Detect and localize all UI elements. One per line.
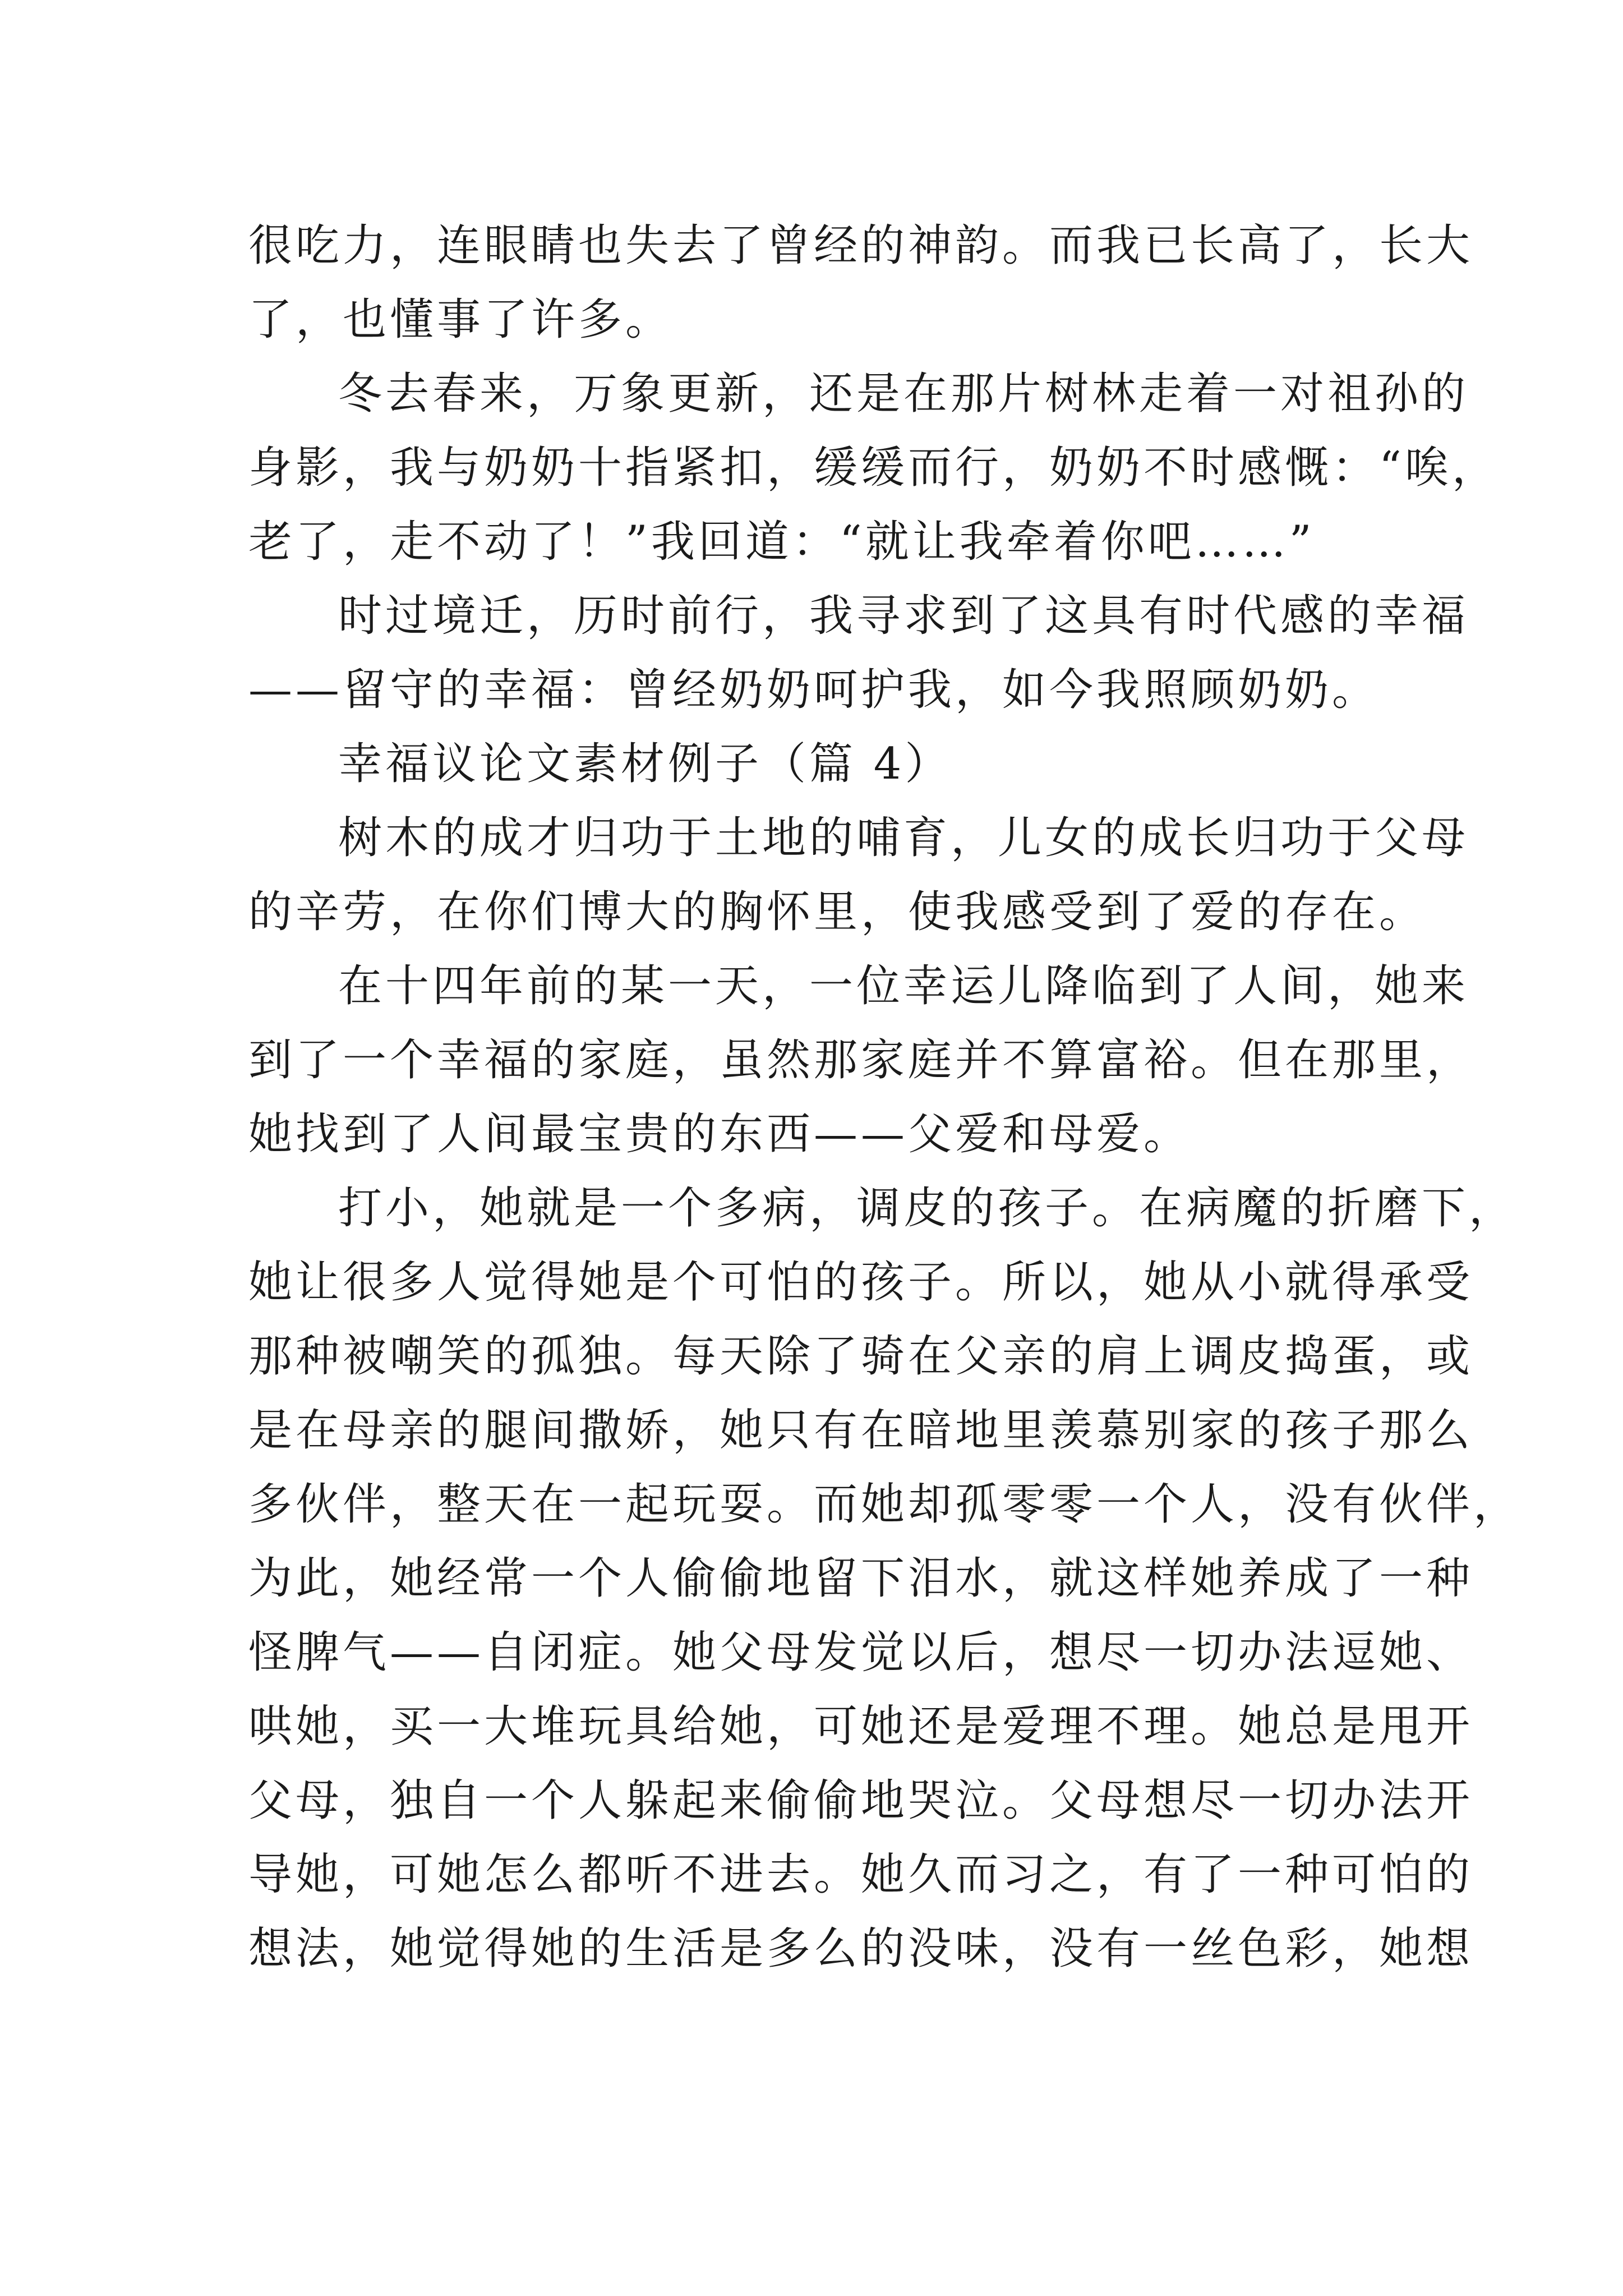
text-line: 幸福议论文素材例子（篇 4） xyxy=(338,739,952,789)
text-line: 很吃力，连眼睛也失去了曾经的神韵。而我已长高了，长大 xyxy=(248,220,1474,271)
text-line: 那种被嘲笑的孤独。每天除了骑在父亲的肩上调皮捣蛋，或 xyxy=(248,1331,1474,1382)
text-line: 了，也懂事了许多。 xyxy=(248,295,673,345)
text-line: 多伙伴，整天在一起玩耍。而她却孤零零一个人，没有伙伴， xyxy=(248,1479,1521,1530)
text-line: 树木的成才归功于土地的哺育，儿女的成长归功于父母 xyxy=(338,813,1469,863)
document-body xyxy=(248,209,1521,1986)
text-line: 老了，走不动了！”我回道：“就让我牵着你吧……” xyxy=(248,517,1315,567)
text-line: 身影，我与奶奶十指紧扣，缓缓而行，奶奶不时感慨：“唉， xyxy=(248,443,1499,493)
text-line: 打小，她就是一个多病，调皮的孩子。在病魔的折磨下， xyxy=(338,1183,1516,1234)
text-line: 为此，她经常一个人偷偷地留下泪水，就这样她养成了一种 xyxy=(248,1553,1474,1604)
text-line: 在十四年前的某一天，一位幸运儿降临到了人间，她来 xyxy=(338,961,1469,1011)
text-line: 时过境迁，历时前行，我寻求到了这具有时代感的幸福 xyxy=(338,591,1469,641)
text-line: 是在母亲的腿间撒娇，她只有在暗地里羡慕别家的孩子那么 xyxy=(248,1405,1474,1456)
text-line: 的辛劳，在你们博大的胸怀里，使我感受到了爱的存在。 xyxy=(248,887,1427,937)
text-line: 怪脾气——自闭症。她父母发觉以后，想尽一切办法逗她、 xyxy=(248,1627,1474,1678)
text-line: 她让很多人觉得她是个可怕的孩子。所以，她从小就得承受 xyxy=(248,1257,1474,1308)
text-line: 父母，独自一个人躲起来偷偷地哭泣。父母想尽一切办法开 xyxy=(248,1775,1474,1826)
text-line: 冬去春来，万象更新，还是在那片树林走着一对祖孙的 xyxy=(338,369,1469,419)
text-line: ——留守的幸福：曾经奶奶呵护我，如今我照顾奶奶。 xyxy=(248,665,1380,715)
text-line: 她找到了人间最宝贵的东西——父爱和母爱。 xyxy=(248,1109,1191,1159)
text-line: 哄她，买一大堆玩具给她，可她还是爱理不理。她总是甩开 xyxy=(248,1701,1474,1752)
text-line: 到了一个幸福的家庭，虽然那家庭并不算富裕。但在那里， xyxy=(248,1035,1474,1085)
text-line: 想法，她觉得她的生活是多么的没味，没有一丝色彩，她想 xyxy=(248,1924,1474,1974)
text-line: 导她，可她怎么都听不进去。她久而习之，有了一种可怕的 xyxy=(248,1849,1474,1900)
